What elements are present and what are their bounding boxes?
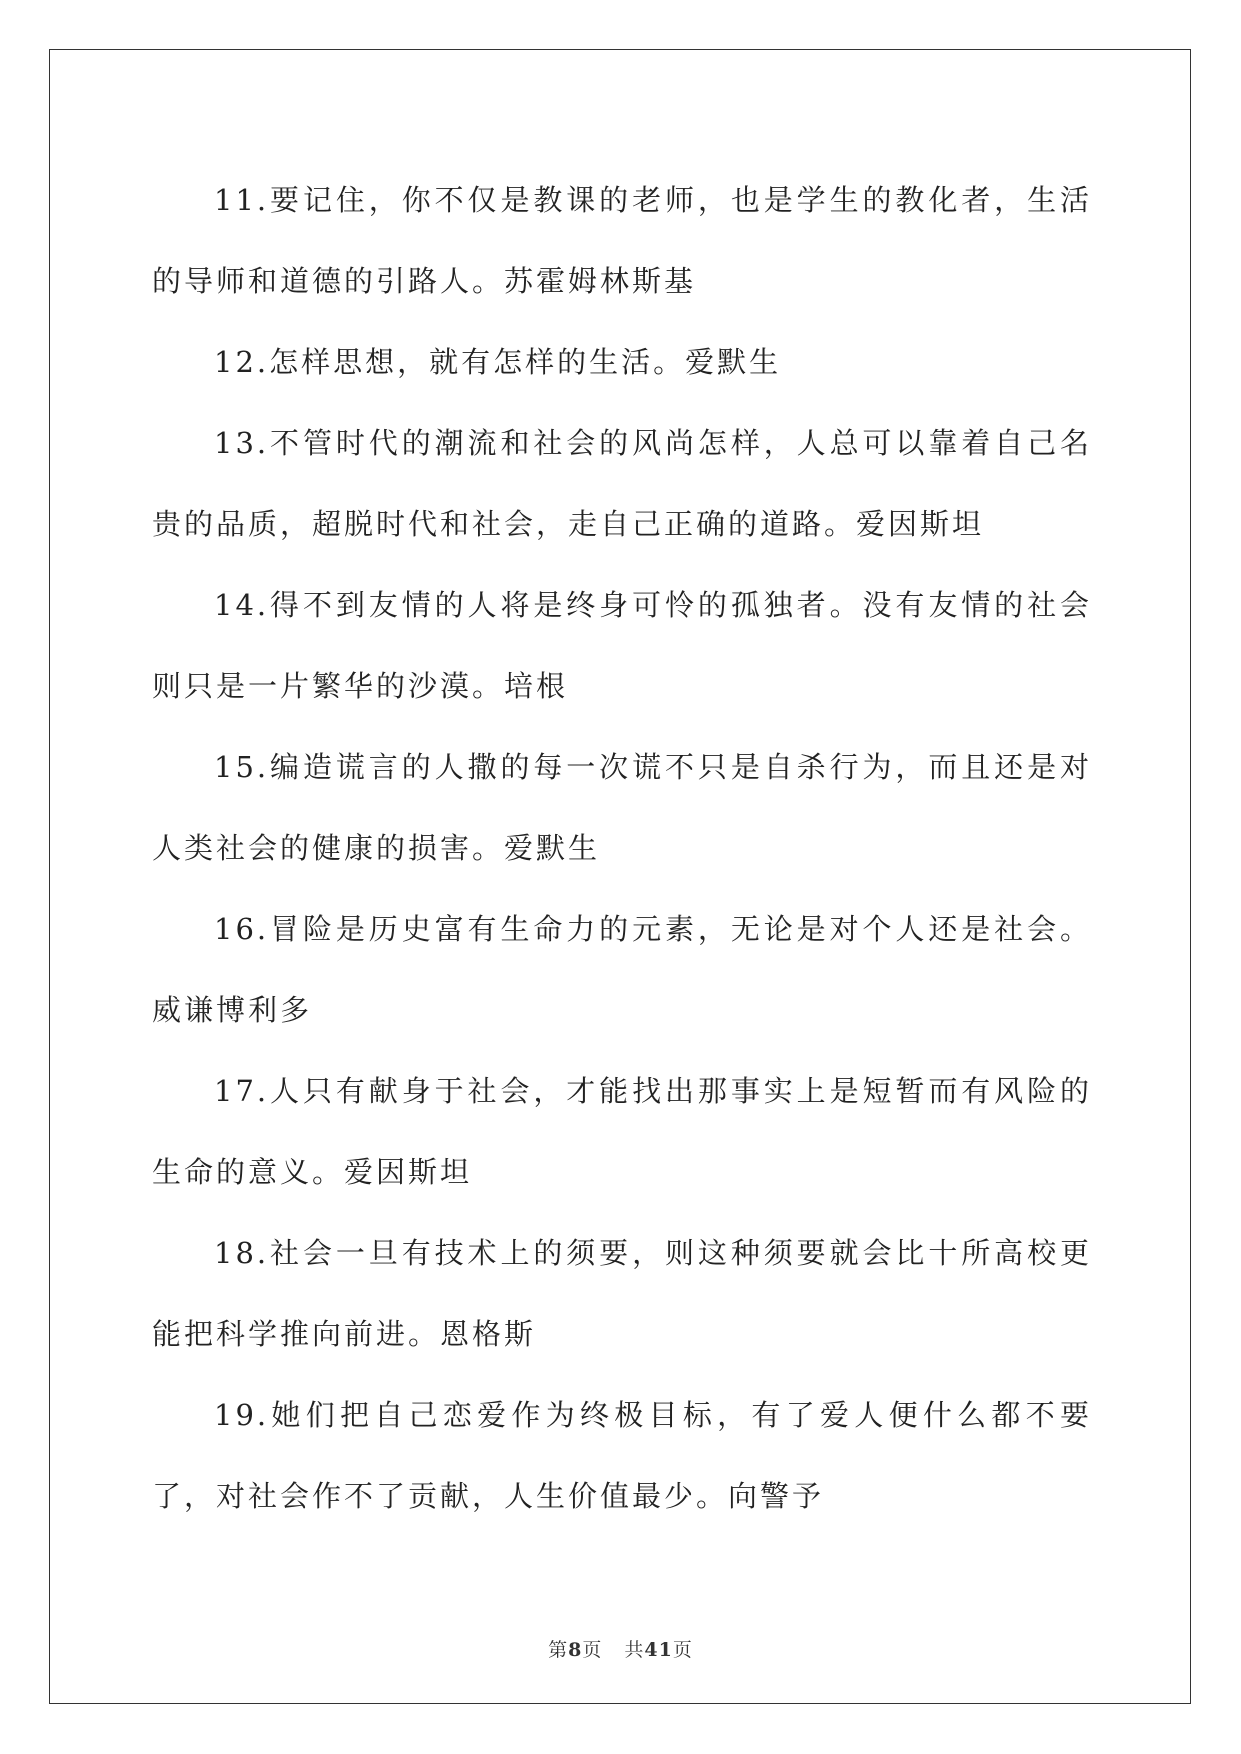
quote-item: 13.不管时代的潮流和社会的风尚怎样，人总可以靠着自己名贵的品质，超脱时代和社会，走自己正确的道路。爱因斯坦 [152,426,1092,541]
total-prefix: 共 [624,1639,645,1661]
page-number: 8 [568,1639,583,1661]
quote-item: 18.社会一旦有技术上的须要，则这种须要就会比十所高校更能把科学推向前进。恩格斯 [152,1236,1092,1351]
quote-item: 17.人只有献身于社会，才能找出那事实上是短暂而有风险的生命的意义。爱因斯坦 [152,1074,1092,1189]
quote-list [152,160,1092,1537]
quote-item: 16.冒险是历史富有生命力的元素，无论是对个人还是社会。威谦博利多 [152,912,1092,1027]
quote-item: 12.怎样思想，就有怎样的生活。爱默生 [214,345,782,379]
quote-item: 14.得不到友情的人将是终身可怜的孤独者。没有友情的社会则只是一片繁华的沙漠。培根 [152,588,1092,703]
quote-item: 15.编造谎言的人撒的每一次谎不只是自杀行为，而且还是对人类社会的健康的损害。爱默生 [152,750,1092,865]
total-suffix: 页 [672,1639,693,1661]
quote-item: 11.要记住，你不仅是教课的老师，也是学生的教化者，生活的导师和道德的引路人。苏霍姆林斯基 [152,183,1092,298]
page-prefix: 第 [548,1639,569,1661]
page-suffix: 页 [582,1639,603,1661]
total-pages: 41 [644,1639,673,1661]
quote-item: 19.她们把自己恋爱作为终极目标，有了爱人便什么都不要了，对社会作不了贡献，人生价值最少。向警予 [152,1398,1092,1513]
page-footer [0,1635,1241,1662]
